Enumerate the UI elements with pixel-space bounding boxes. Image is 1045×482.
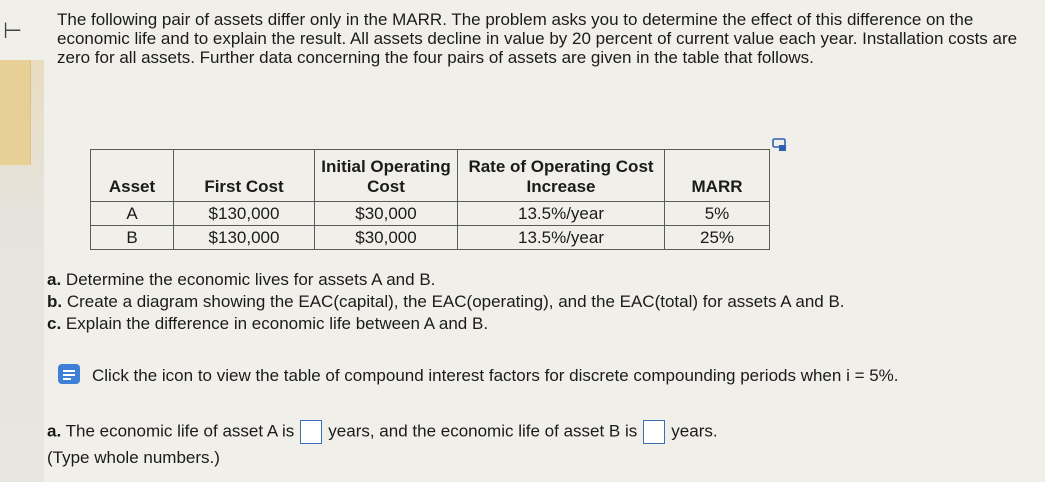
col-header-initial-operating-cost: Initial Operating Cost bbox=[315, 150, 458, 202]
asset-b-life-input[interactable] bbox=[643, 420, 665, 444]
cell-asset: A bbox=[91, 202, 174, 226]
question-c bbox=[47, 314, 488, 334]
cell-rate-increase: 13.5%/year bbox=[458, 202, 665, 226]
info-table-icon[interactable] bbox=[58, 364, 80, 384]
answer-line bbox=[47, 420, 718, 444]
left-margin-tab bbox=[0, 60, 31, 165]
col-header-rate-increase: Rate of Operating Cost Increase bbox=[458, 150, 665, 202]
expand-icon[interactable] bbox=[772, 138, 788, 152]
question-a-label: a. bbox=[47, 270, 62, 289]
info-link-text: Click the icon to view the table of compound interest factors for discrete compounding periods when i = 5%. bbox=[92, 366, 899, 385]
question-b bbox=[47, 292, 845, 312]
left-margin-strip bbox=[0, 60, 44, 482]
col-header-marr: MARR bbox=[665, 150, 770, 202]
question-b-text: Create a diagram showing the EAC(capital), the EAC(operating), and the EAC(total) for assets A and B. bbox=[66, 292, 845, 311]
cell-initial-operating-cost: $30,000 bbox=[315, 226, 458, 250]
cell-rate-increase: 13.5%/year bbox=[458, 226, 665, 250]
cell-marr: 25% bbox=[665, 226, 770, 250]
cell-first-cost: $130,000 bbox=[174, 202, 315, 226]
question-a bbox=[47, 270, 435, 290]
answer-text-middle: years, and the economic life of asset B is bbox=[328, 421, 638, 441]
asset-a-life-input[interactable] bbox=[300, 420, 322, 444]
cell-initial-operating-cost: $30,000 bbox=[315, 202, 458, 226]
cell-asset: B bbox=[91, 226, 174, 250]
question-c-text: Explain the difference in economic life between A and B. bbox=[65, 314, 489, 333]
cell-marr: 5% bbox=[665, 202, 770, 226]
question-a-text: Determine the economic lives for assets A and B. bbox=[65, 270, 436, 289]
cell-first-cost: $130,000 bbox=[174, 226, 315, 250]
question-c-label: c. bbox=[47, 314, 62, 333]
problem-intro: The following pair of assets differ only in the MARR. The problem asks you to determine the effect of this difference on the economic life and to explain the result. All assets decline in value by 20 percent of current value each year. Installation costs are zero for all assets. Further data concerning the four pairs of assets are given in the table that follows. bbox=[57, 10, 1018, 67]
answer-label: a. bbox=[47, 421, 62, 441]
table-header-row bbox=[91, 150, 770, 202]
answer-text-after: years. bbox=[671, 421, 718, 441]
left-margin-mark: ⊢ bbox=[3, 18, 23, 43]
table-row bbox=[91, 202, 770, 226]
answer-hint: (Type whole numbers.) bbox=[47, 448, 220, 467]
table-row bbox=[91, 226, 770, 250]
question-b-label: b. bbox=[47, 292, 63, 311]
answer-text-before: The economic life of asset A is bbox=[65, 421, 295, 441]
col-header-asset: Asset bbox=[91, 150, 174, 202]
asset-data-table bbox=[90, 149, 770, 250]
col-header-first-cost: First Cost bbox=[174, 150, 315, 202]
